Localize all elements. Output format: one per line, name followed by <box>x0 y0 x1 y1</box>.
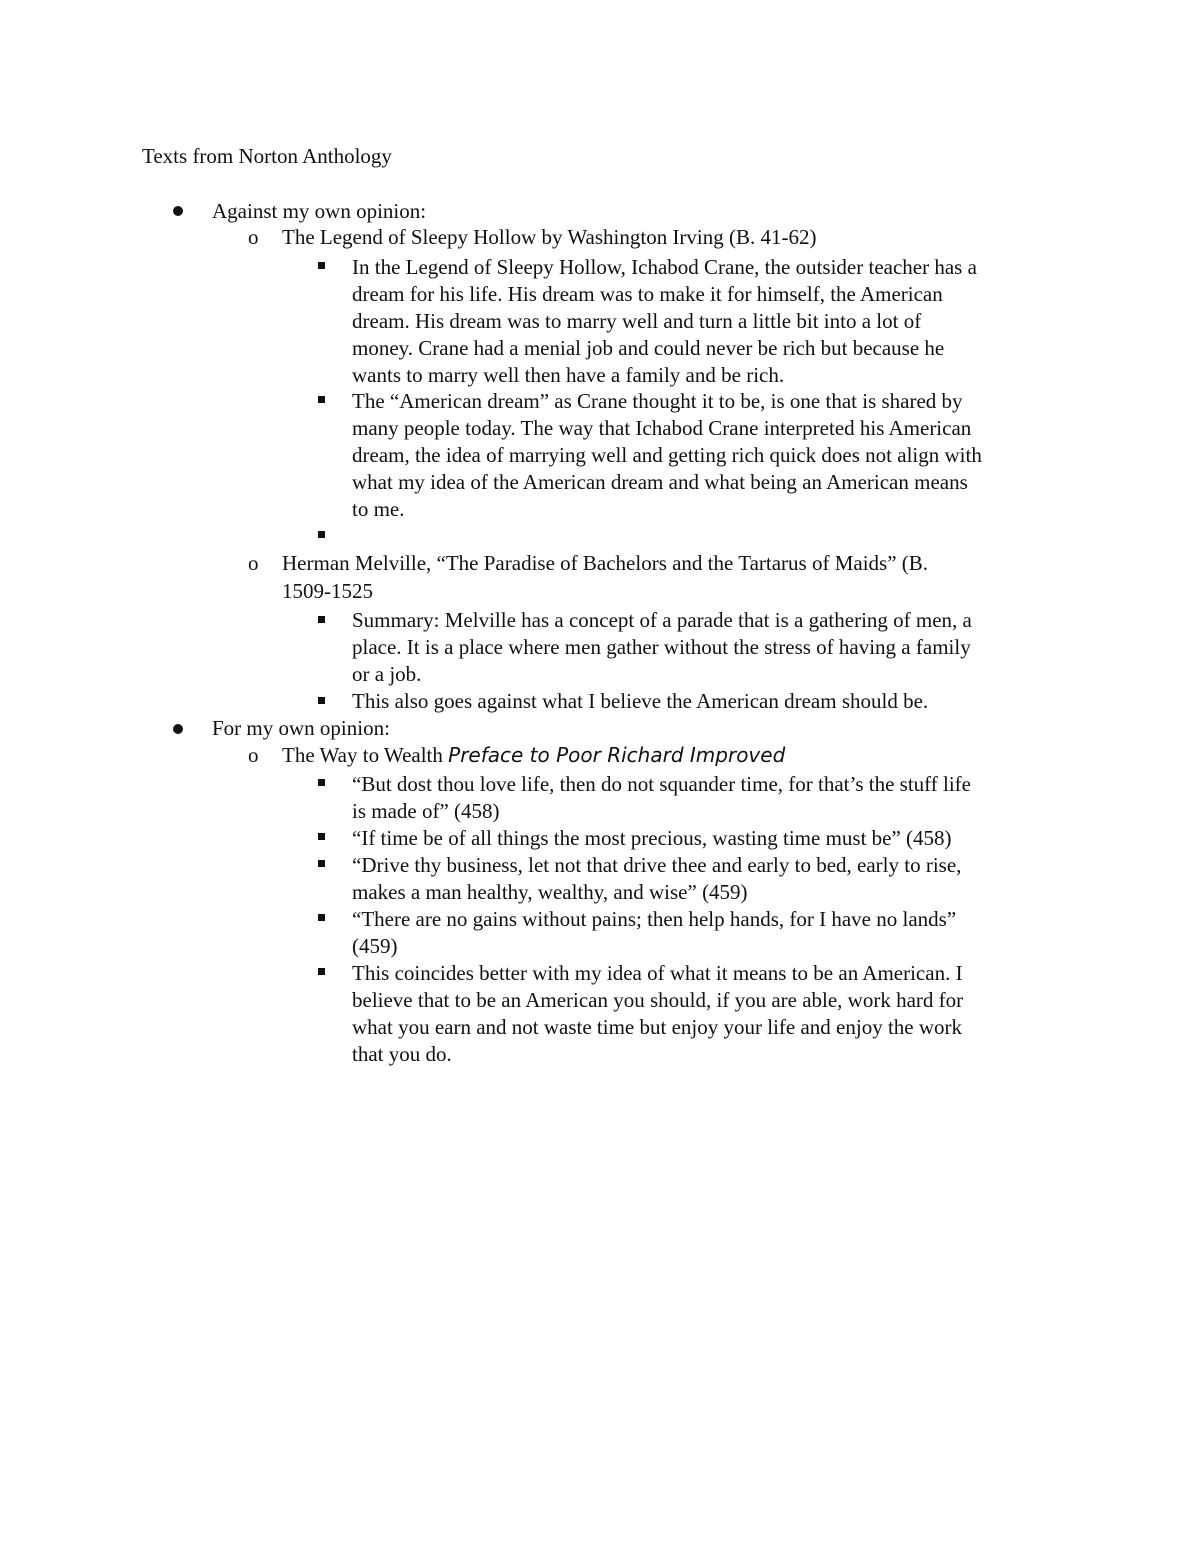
point-line: believe that to be an American you should, if you are able, work hard for <box>352 988 964 1012</box>
point-line: is made of” (458) <box>352 799 500 823</box>
point-line: many people today. The way that Ichabod Crane interpreted his American <box>352 416 972 440</box>
bullet-square-icon <box>318 531 325 538</box>
point-line: wants to marry well then have a family and be rich. <box>352 363 785 387</box>
bullet-disc-icon <box>173 724 183 734</box>
point-line: dream for his life. His dream was to make it for himself, the American <box>352 282 943 306</box>
work-title: Herman Melville, “The Paradise of Bachelors and the Tartarus of Maids” (B. <box>282 551 929 575</box>
point-line: or a job. <box>352 662 422 686</box>
point-line: what you earn and not waste time but enjoy your life and enjoy the work <box>352 1015 963 1039</box>
point-line: makes a man healthy, wealthy, and wise” (459) <box>352 880 748 904</box>
bullet-circle-icon: o <box>248 743 259 767</box>
point-line: dream. His dream was to marry well and turn a little bit into a lot of <box>352 309 922 333</box>
point-line: This coincides better with my idea of what it means to be an American. I <box>352 961 963 985</box>
bullet-square-icon <box>318 914 325 921</box>
point-line: to me. <box>352 497 405 521</box>
bullet-square-icon <box>318 697 325 704</box>
bullet-square-icon <box>318 833 325 840</box>
bullet-circle-icon: o <box>248 225 259 249</box>
point-line: that you do. <box>352 1042 452 1066</box>
bullet-square-icon <box>318 396 325 403</box>
bullet-square-icon <box>318 860 325 867</box>
point-line: The “American dream” as Crane thought it to be, is one that is shared by <box>352 389 963 413</box>
work-title-italic: Preface to Poor Richard Improved <box>448 743 786 767</box>
bullet-square-icon <box>318 968 325 975</box>
document-title: Texts from Norton Anthology <box>142 144 392 168</box>
point-line: place. It is a place where men gather without the stress of having a family <box>352 635 971 659</box>
point-line: This also goes against what I believe the American dream should be. <box>352 689 929 713</box>
point-line: dream, the idea of marrying well and getting rich quick does not align with <box>352 443 982 467</box>
point-line: Summary: Melville has a concept of a parade that is a gathering of men, a <box>352 608 972 632</box>
point-line: In the Legend of Sleepy Hollow, Ichabod Crane, the outsider teacher has a <box>352 255 977 279</box>
bullet-circle-icon: o <box>248 551 259 575</box>
bullet-disc-icon <box>173 206 183 216</box>
work-title: The Legend of Sleepy Hollow by Washington Irving (B. 41-62) <box>282 225 817 249</box>
section-heading: For my own opinion: <box>212 716 390 740</box>
point-line: what my idea of the American dream and what being an American means <box>352 470 968 494</box>
point-line: (459) <box>352 934 398 958</box>
bullet-square-icon <box>318 616 325 623</box>
work-title-plain: The Way to Wealth <box>282 743 449 767</box>
section-heading: Against my own opinion: <box>212 199 427 223</box>
work-title: 1509-1525 <box>282 579 373 603</box>
work-title <box>282 742 785 769</box>
point-line: “Drive thy business, let not that drive thee and early to bed, early to rise, <box>352 853 962 877</box>
point-line: “But dost thou love life, then do not squander time, for that’s the stuff life <box>352 772 971 796</box>
bullet-square-icon <box>318 779 325 786</box>
point-line: “There are no gains without pains; then help hands, for I have no lands” <box>352 907 957 931</box>
point-line: “If time be of all things the most precious, wasting time must be” (458) <box>352 826 952 850</box>
bullet-square-icon <box>318 262 325 269</box>
point-line: money. Crane had a menial job and could never be rich but because he <box>352 336 945 360</box>
